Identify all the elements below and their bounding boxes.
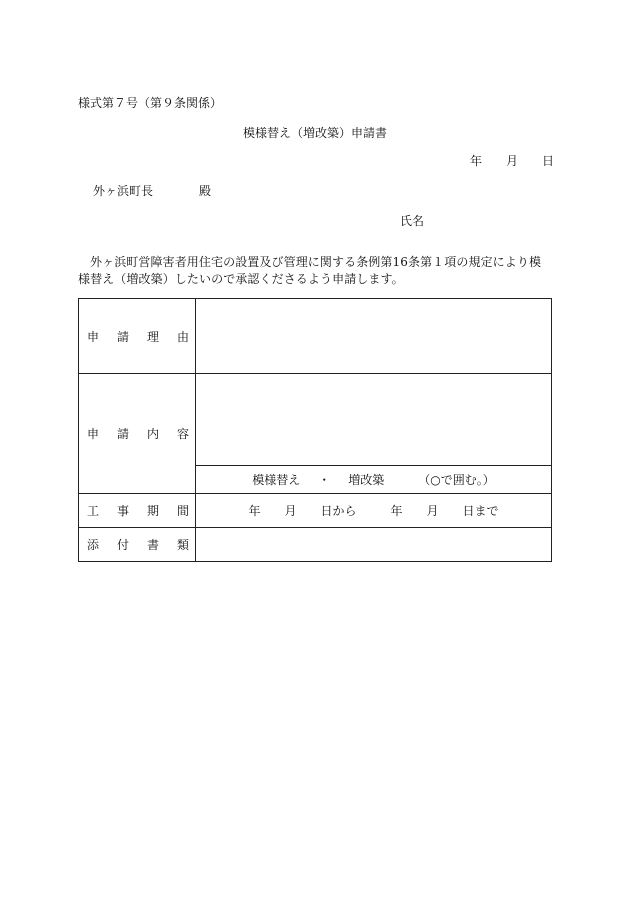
addressee-name: 外ヶ浜町長 [93, 184, 154, 198]
choice-extension[interactable]: 増改築 [348, 473, 385, 487]
table-row-content [79, 374, 552, 466]
label-application-reason: 申 請 理 由 [79, 299, 196, 374]
table-row-attachments [79, 528, 552, 562]
field-application-content[interactable] [196, 374, 552, 466]
label-attached-documents: 添 付 書 類 [79, 528, 196, 562]
field-attached-documents[interactable] [196, 528, 552, 562]
label-application-content: 申 請 内 容 [79, 374, 196, 494]
document-title: 模様替え（増改築）申請書 [242, 126, 387, 140]
date-line [470, 152, 554, 169]
choice-separator: ・ [318, 473, 331, 487]
addressee-honorific: 殿 [199, 184, 212, 198]
applicant-name-label: 氏名 [400, 214, 425, 228]
table-row-reason [79, 299, 552, 374]
body-text: 外ヶ浜町営障害者用住宅の設置及び管理に関する条例第16条第１項の規定により模様替え（増改築）したいので承認くださるよう申請します。 [78, 255, 542, 286]
application-table [78, 298, 552, 562]
label-construction-period: 工 事 期 間 [79, 494, 196, 528]
date-month: 月 [506, 154, 519, 168]
choice-cell [196, 466, 552, 494]
choice-note: （○で囲む。） [418, 473, 495, 487]
form-number: 様式第７号（第９条関係） [78, 96, 223, 110]
table-row-period [79, 494, 552, 528]
date-year: 年 [470, 154, 483, 168]
choice-remodel[interactable]: 模様替え [252, 473, 301, 487]
field-construction-period[interactable]: 年 月 日から 年 月 日まで [196, 494, 552, 528]
field-application-reason[interactable] [196, 299, 552, 374]
addressee [93, 182, 211, 199]
date-day: 日 [542, 154, 555, 168]
